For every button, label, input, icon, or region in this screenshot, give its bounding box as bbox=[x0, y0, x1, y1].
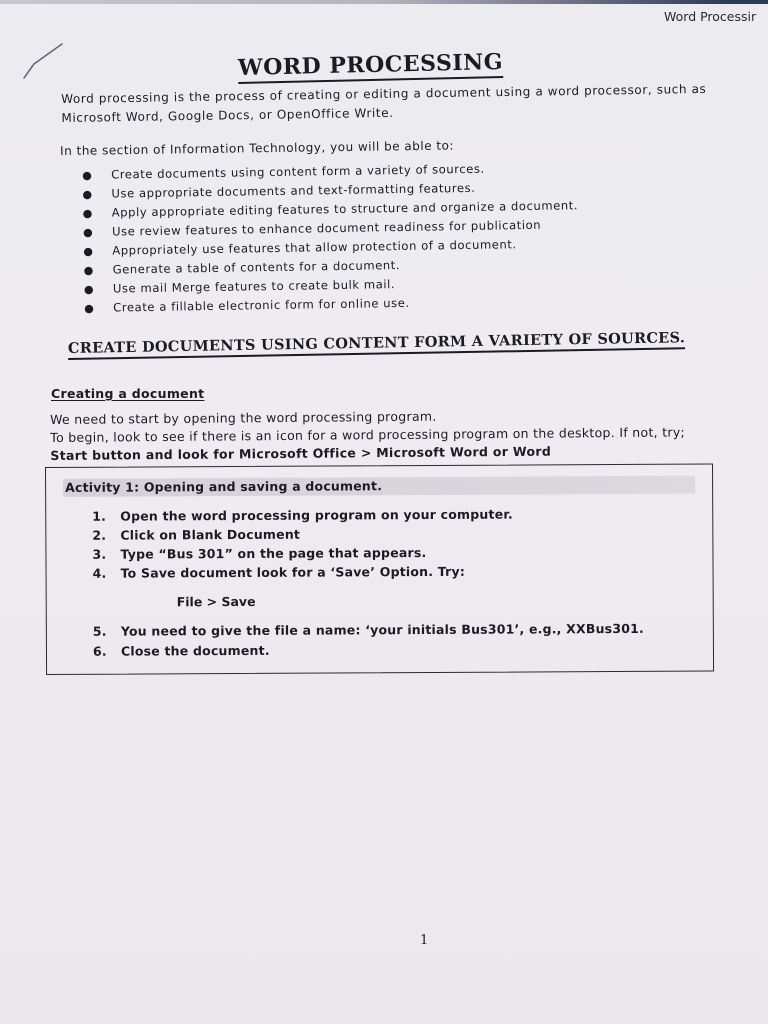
step-text: Open the word processing program on your computer. bbox=[120, 506, 513, 524]
intro-paragraph bbox=[61, 79, 768, 128]
file-save-path: File > Save bbox=[176, 593, 256, 610]
body-line-3: Start button and look for Microsoft Office > Microsoft Word or Word bbox=[50, 443, 552, 463]
running-header: Word Processir bbox=[664, 9, 757, 24]
bullet-icon: ● bbox=[83, 244, 94, 258]
subheading-creating-document: Creating a document bbox=[51, 386, 205, 401]
activity-box bbox=[45, 464, 714, 675]
step-number: 3. bbox=[92, 546, 107, 562]
bullet-icon: ● bbox=[82, 225, 94, 239]
list-item-text: Generate a table of contents for a document. bbox=[112, 258, 401, 277]
step-number: 1. bbox=[92, 508, 107, 524]
intro-line-2: Microsoft Word, Google Docs, or OpenOffice Write. bbox=[61, 105, 394, 125]
activity-step bbox=[92, 507, 513, 524]
section-heading: CREATE DOCUMENTS USING CONTENT FORM A VARIETY OF SOURCES. bbox=[68, 329, 686, 360]
list-item-text: Use mail Merge features to create bulk mail. bbox=[112, 277, 396, 296]
list-item-text: Use review features to enhance document readiness for publication bbox=[111, 217, 542, 239]
activity-step bbox=[92, 545, 426, 562]
pen-tick-mark bbox=[22, 42, 66, 82]
list-item-text: Appropriately use features that allow protection of a document. bbox=[112, 237, 517, 258]
page-title: WORD PROCESSING bbox=[238, 49, 504, 84]
bullet-icon: ● bbox=[84, 301, 95, 315]
list-item-text: Create a fillable electronic form for online use. bbox=[113, 295, 410, 315]
bullet-icon: ● bbox=[82, 187, 93, 201]
step-text: You need to give the file a name: ‘your initials Bus301’, e.g., XXBus301. bbox=[120, 620, 644, 639]
list-item-text: Create documents using content form a variety of sources. bbox=[111, 161, 485, 182]
step-text: Click on Blank Document bbox=[120, 526, 301, 543]
step-number: 4. bbox=[92, 565, 107, 581]
activity-title: Activity 1: Opening and saving a document. bbox=[63, 476, 695, 497]
body-line-1: We need to start by opening the word processing program. bbox=[50, 408, 437, 427]
bullet-icon: ● bbox=[83, 263, 94, 277]
page-number: 1 bbox=[420, 933, 429, 948]
list-item-text: Apply appropriate editing features to structure and organize a document. bbox=[111, 198, 579, 220]
activity-step bbox=[93, 643, 270, 659]
activity-step bbox=[93, 564, 466, 581]
step-text: To Save document look for a ‘Save’ Option. Try: bbox=[120, 563, 466, 581]
paper-top-edge bbox=[0, 0, 768, 4]
step-number: 5. bbox=[92, 623, 107, 639]
intro-line-1: Word processing is the process of creating or editing a document using a word processor, such as bbox=[61, 81, 707, 106]
learning-outcomes-list bbox=[82, 156, 704, 318]
body-line-2: To begin, look to see if there is an icon for a word processing program on the desktop. If not, try; bbox=[50, 424, 686, 445]
step-text: Close the document. bbox=[120, 642, 270, 659]
bullet-icon: ● bbox=[83, 282, 95, 296]
step-number: 2. bbox=[92, 527, 107, 543]
bullet-icon: ● bbox=[82, 168, 93, 182]
body-paragraph bbox=[50, 405, 768, 465]
activity-step bbox=[92, 527, 300, 543]
activity-step bbox=[93, 621, 644, 639]
step-text: Type “Bus 301” on the page that appears. bbox=[120, 545, 427, 562]
list-item-text: Use appropriate documents and text-formatting features. bbox=[111, 180, 476, 201]
step-number: 6. bbox=[92, 643, 107, 659]
scope-statement: In the section of Information Technology, you will be able to: bbox=[60, 138, 455, 158]
bullet-icon: ● bbox=[82, 206, 94, 220]
